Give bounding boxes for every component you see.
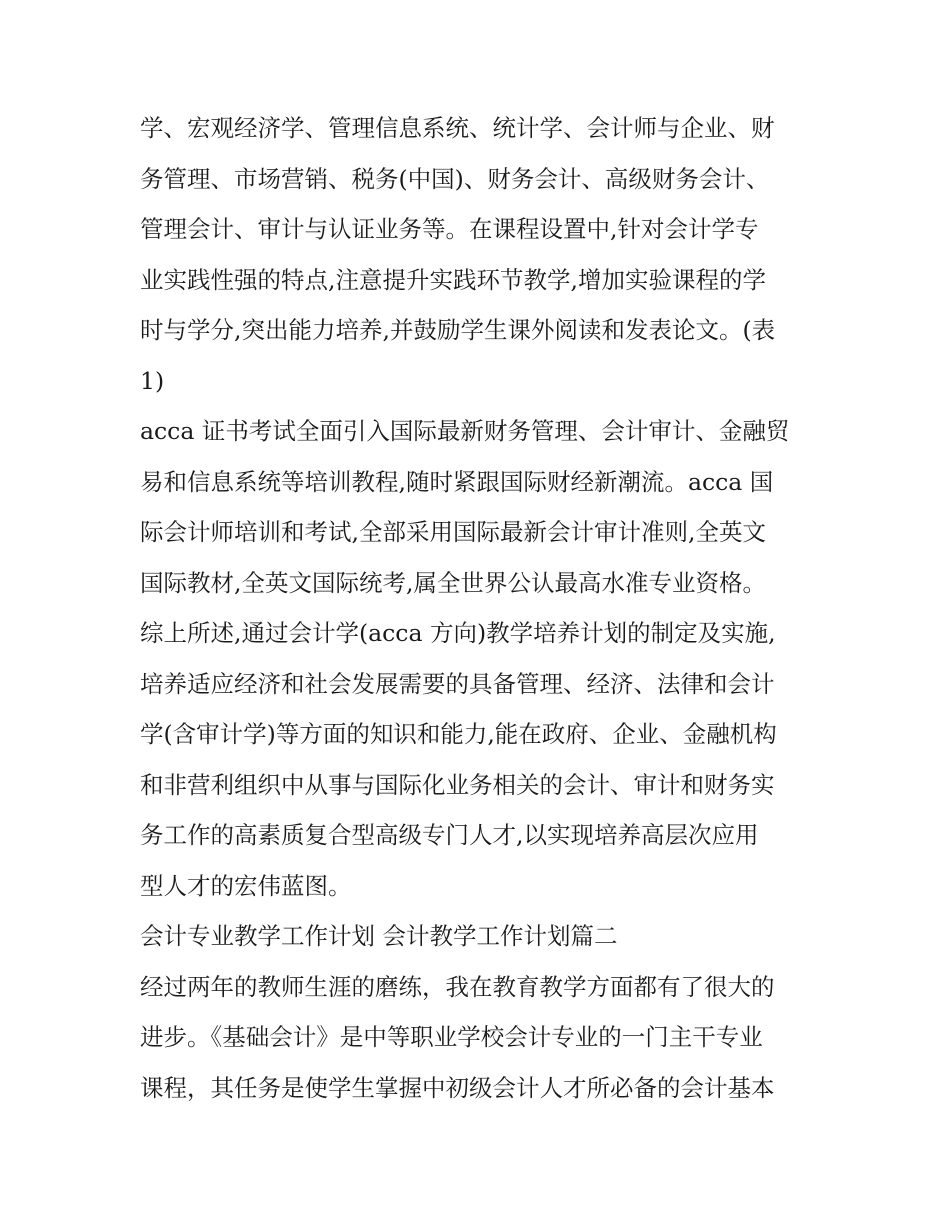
- paragraph-course-list: [140, 103, 820, 406]
- text-line: 课程，其任务是使学生掌握中初级会计人才所必备的会计基本: [140, 1073, 775, 1102]
- document-page: [140, 103, 820, 1113]
- text-line: 培养适应经济和社会发展需要的具备管理、经济、法律和会计: [140, 669, 775, 698]
- paragraph-acca-exam: [140, 406, 820, 608]
- text-line: 业实践性强的特点,注意提升实践环节教学,增加实验课程的学: [140, 265, 766, 294]
- text-line: 务管理、市场营销、税务(中国)、财务会计、高级财务会计、: [140, 164, 770, 193]
- text-line: 学(含审计学)等方面的知识和能力,能在政府、企业、金融机构: [140, 720, 777, 748]
- paragraph-summary: [140, 608, 820, 911]
- heading-text: 会计专业教学工作计划 会计教学工作计划篇二: [140, 922, 618, 950]
- text-line: 易和信息系统等培训教程,随时紧跟国际财经新潮流。acca 国: [140, 467, 774, 496]
- text-line: 管理会计、审计与认证业务等。在课程设置中,针对会计学专: [140, 215, 759, 243]
- section-heading: [140, 911, 820, 962]
- text-line: 1): [140, 366, 165, 395]
- text-line: 型人才的宏伟蓝图。: [140, 871, 352, 900]
- text-line: 进步。《基础会计》是中等职业学校会计专业的一门主干专业: [140, 1023, 763, 1051]
- text-line: acca 证书考试全面引入国际最新财务管理、会计审计、金融贸: [140, 417, 790, 445]
- paragraph-teaching-experience: [140, 962, 820, 1114]
- text-line: 务工作的高素质复合型高级专门人才,以实现培养高层次应用: [140, 821, 759, 849]
- text-line: 国际教材,全英文国际统考,属全世界公认最高水准专业资格。: [140, 568, 766, 597]
- text-line: 经过两年的教师生涯的磨练，我在教育教学方面都有了很大的: [140, 972, 775, 1001]
- text-line: 时与学分,突出能力培养,并鼓励学生课外阅读和发表论文。(表: [140, 316, 776, 344]
- text-line: 综上所述,通过会计学(acca 方向)教学培养计划的制定及实施,: [140, 619, 776, 647]
- text-line: 学、宏观经济学、管理信息系统、统计学、会计师与企业、财: [140, 114, 775, 142]
- text-line: 际会计师培训和考试,全部采用国际最新会计审计准则,全英文: [140, 518, 766, 546]
- text-line: 和非营利组织中从事与国际化业务相关的会计、审计和财务实: [140, 770, 775, 799]
